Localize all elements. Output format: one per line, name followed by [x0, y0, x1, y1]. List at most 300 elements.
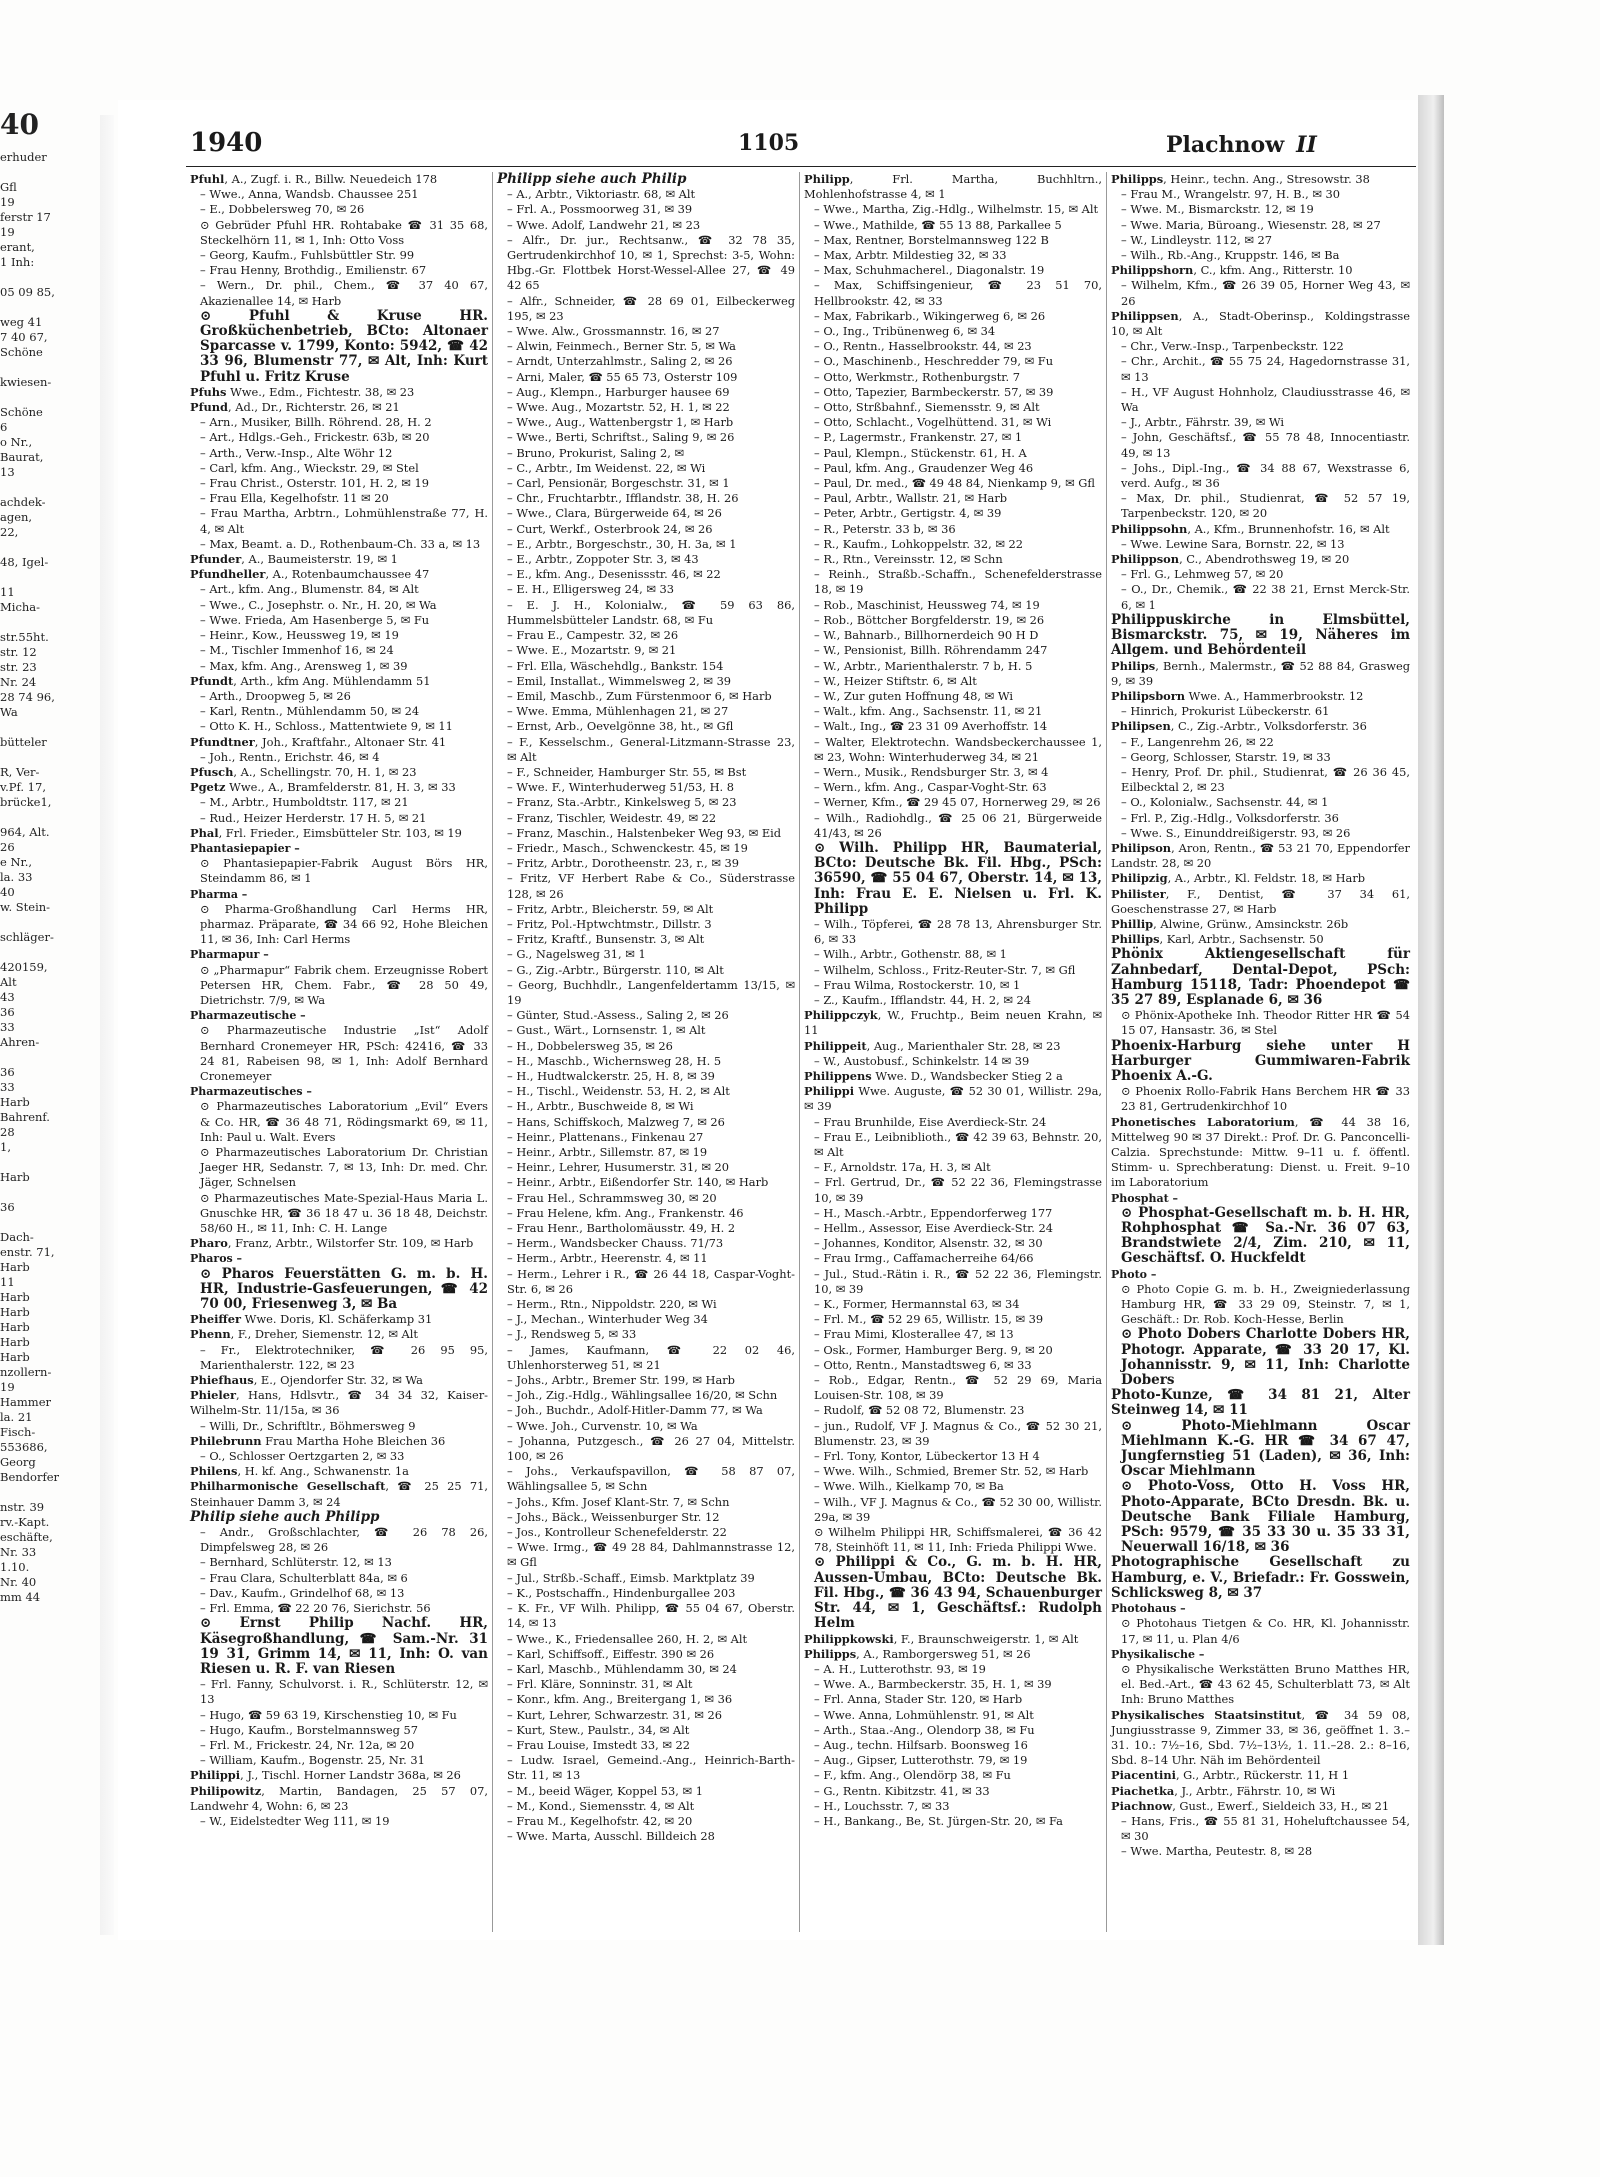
entry-name: Philipp [804, 172, 850, 186]
directory-entry: – Herm., Rtn., Nippoldstr. 220, ✉ Wi [507, 1297, 717, 1312]
directory-entry: – F., Arnoldstr. 17a, H. 3, ✉ Alt [814, 1160, 991, 1175]
directory-entry: – F., Schneider, Hamburger Str. 55, ✉ Bst [507, 764, 747, 779]
directory-entry: – H., Masch.-Arbtr., Eppendorferweg 177 [814, 1205, 1053, 1220]
directory-entry: – Johs., Verkaufspavillon, ☎ 58 87 07, Wählingsallee 5, ✉ Schn [507, 1464, 795, 1494]
directory-entry: Pfundtner, Joh., Kraftfahr., Altonaer Str. 41 [190, 734, 447, 749]
directory-entry: – Frl. P., Zig.-Hdlg., Volksdorferstr. 36 [1121, 810, 1339, 825]
fragment-line: 1 Inh: [0, 255, 35, 269]
directory-entry: Phonetisches Laboratorium, ☎ 44 38 16, Mittelweg 90 ✉ 37 Direkt.: Prof. Dr. G. Panconcelli-Calzia. Sprechstunde: Mittw. 9–11 u. f. öffentl. Stimm- u. Sprechberatung: Dienst. u. Freit. 9–10 im Laboratorium [1111, 1114, 1410, 1190]
directory-entry: – Frau E., Campestr. 32, ✉ 26 [507, 628, 679, 643]
directory-entry: – Frl. G., Lehmweg 57, ✉ 20 [1121, 567, 1284, 582]
directory-entry: – H., Tischl., Weidenstr. 53, H. 2, ✉ Alt [507, 1084, 730, 1099]
directory-entry: – Frau Henr., Bartholomäusstr. 49, H. 2 [507, 1221, 736, 1236]
directory-entry: – Heinr., Arbtr., Sillemstr. 87, ✉ 19 [507, 1145, 708, 1159]
fragment-line: Schöne [0, 345, 43, 359]
directory-entry: – Wwe. Alw., Grossmannstr. 16, ✉ 27 [507, 324, 720, 339]
entry-name: Piacentini [1111, 1768, 1176, 1783]
section-heading: Physikalische – [1111, 1647, 1205, 1661]
directory-entry: – Osk., Former, Hamburger Berg. 9, ✉ 20 [814, 1342, 1053, 1357]
entry-name: Philips [1111, 658, 1156, 673]
entry-name: Philippkowski [804, 1631, 894, 1646]
fragment-line: w. Stein- [0, 900, 51, 914]
directory-entry: – Aug., Gipser, Lutterothstr. 79, ✉ 19 [814, 1753, 1028, 1768]
directory-entry: ⊙ Philippi & Co., G. m. b. H. HR, Aussen-Umbau, BCto: Deutsche Bk. Fil. Hbg., ☎ 36 43 94, Schauenburger Str. 44, ✉ 1, Geschäftsf.: Rudolph Helm [814, 1554, 1102, 1632]
fragment-line: Hammer [0, 1395, 51, 1409]
directory-entry: – H., VF August Hohnholz, Claudiusstrasse 46, ✉ Wa [1121, 384, 1410, 415]
fragment-line: Harb [0, 1335, 30, 1349]
directory-entry: – Heinr., Kow., Heussweg 19, ✉ 19 [200, 628, 399, 643]
directory-entry: – M., Kond., Siemensstr. 4, ✉ Alt [507, 1798, 695, 1813]
fragment-line [0, 1155, 62, 1170]
directory-entry: – Wilh., VF J. Magnus & Co., ☎ 52 30 00, Willistr. 29a, ✉ 39 [814, 1494, 1102, 1524]
directory-entry: – Gust., Wärt., Lornsenstr. 1, ✉ Alt [507, 1023, 706, 1038]
directory-entry: – Hugo, Kaufm., Borstelmannsweg 57 [200, 1722, 418, 1737]
directory-entry: – Paul, Arbtr., Wallstr. 21, ✉ Harb [814, 491, 1008, 506]
section-heading: Pharmapur – [190, 948, 269, 962]
fragment-line: brücke1, [0, 795, 52, 809]
fragment-line: agen, [0, 510, 33, 524]
directory-entry: – Max, Fabrikarb., Wikingerweg 6, ✉ 26 [814, 308, 1046, 323]
directory-entry: – Wilh., Radiohdlg., ☎ 25 06 21, Bürgerweide 41/43, ✉ 26 [814, 810, 1102, 840]
directory-column-2 [493, 172, 800, 1932]
directory-entry: ⊙ Photo Dobers Charlotte Dobers HR, Photogr. Apparate, ☎ 33 20 17, Kl. Johannisstr. 9, ✉ 11, Inh: Charlotte Dobers [1121, 1326, 1410, 1389]
directory-entry: Phal, Frl. Frieder., Eimsbütteler Str. 103, ✉ 19 [190, 825, 462, 840]
directory-entry: – Bernhard, Schlüterstr. 12, ✉ 13 [200, 1555, 392, 1570]
directory-entry: Philippi Wwe. Auguste, ☎ 52 30 01, Willistr. 29a, ✉ 39 [804, 1084, 1102, 1114]
entry-name: Piachnow [1111, 1798, 1173, 1813]
directory-entry: – Hinrich, Prokurist Lübeckerstr. 61 [1121, 704, 1330, 719]
directory-entry: ⊙ Pharos Feuerstätten G. m. b. H. HR, Industrie-Gasfeuerungen, ☎ 42 70 00, Friesenweg 3, ✉ Ba [200, 1265, 488, 1313]
directory-entry: – Wwe. Anna, Lohmühlenstr. 91, ✉ Alt [814, 1707, 1034, 1722]
directory-entry: – Wwe. Marta, Ausschl. Billdeich 28 [507, 1829, 715, 1844]
directory-entry: – R., Kaufm., Lohkoppelstr. 32, ✉ 22 [814, 536, 1024, 551]
fragment-line [0, 390, 62, 405]
directory-entry: – Arth., Droopweg 5, ✉ 26 [200, 688, 351, 703]
fragment-line [0, 810, 62, 825]
header-range-roman: II [1296, 132, 1317, 158]
section-heading: Pharmazeutisches – [190, 1085, 312, 1099]
directory-entry: – Wwe. Wilh., Kielkamp 70, ✉ Ba [814, 1479, 1004, 1494]
directory-entry: – Frau M., Wrangelstr. 97, H. B., ✉ 30 [1121, 187, 1341, 202]
directory-entry: – Wwe., Mathilde, ☎ 55 13 88, Parkallee 5 [814, 217, 1062, 232]
fragment-line: 22, [0, 525, 19, 539]
previous-page-year: 40 [0, 110, 39, 141]
directory-entry: Phieler, Hans, Hdlsvtr., ☎ 34 34 32, Kaiser-Wilhelm-Str. 11/15a, ✉ 36 [190, 1388, 488, 1418]
directory-entry: – Johs., Arbtr., Bremer Str. 199, ✉ Harb [507, 1373, 735, 1388]
fragment-line: Harb [0, 1290, 30, 1304]
directory-entry: Philippsohn, A., Kfm., Brunnenhofstr. 16, ✉ Alt [1111, 521, 1390, 536]
fragment-line: 553686, [0, 1440, 48, 1454]
directory-entry: – Günter, Stud.-Assess., Saling 2, ✉ 26 [507, 1008, 729, 1023]
directory-entry: – A., Arbtr., Viktoriastr. 68, ✉ Alt [507, 187, 696, 202]
section-heading: Phosphat – [1111, 1191, 1179, 1205]
fragment-line: 11 [0, 585, 15, 599]
fragment-line: 1, [0, 1140, 11, 1154]
entry-name: Philippson [1111, 552, 1180, 567]
directory-entry: ⊙ Pharmazeutisches Laboratorium „Evil“ Evers & Co. HR, ☎ 36 48 71, Rödingsmarkt 69, ✉ 11, Inh: Paul u. Walt. Evers [200, 1099, 488, 1144]
directory-entry: – Wern., Musik., Rendsburger Str. 3, ✉ 4 [814, 764, 1049, 779]
directory-entry: – Otto, Schlacht., Vogelhüttend. 31, ✉ Wi [814, 415, 1052, 430]
fragment-line: 28 [0, 1125, 15, 1139]
entry-name: Phenn [190, 1327, 231, 1342]
fragment-line [0, 615, 62, 630]
directory-entry: – Fr., Elektrotechniker, ☎ 26 95 95, Marienthalerstr. 122, ✉ 23 [200, 1342, 488, 1372]
entry-name: Pfundtner [190, 734, 255, 749]
fragment-line [0, 540, 62, 555]
fragment-line: 19 [0, 225, 15, 239]
directory-entry: – Paul, Klempn., Stückenstr. 61, H. A [814, 445, 1027, 460]
fragment-line: enstr. 71, [0, 1245, 55, 1259]
directory-entry: – Max, Schiffsingenieur, ☎ 23 51 70, Hellbrookstr. 42, ✉ 33 [814, 278, 1102, 308]
directory-entry: – jun., Rudolf, VF J. Magnus & Co., ☎ 52 30 21, Blumenstr. 23, ✉ 39 [814, 1418, 1102, 1448]
directory-entry: Philipsborn Wwe. A., Hammerbrookstr. 12 [1111, 688, 1364, 703]
directory-entry: Phoenix-Harburg siehe unter H Harburger Gummiwaren-Fabrik Phoenix A.-G. [1111, 1037, 1410, 1084]
entry-name: Pfusch [190, 764, 234, 779]
fragment-line: Harb [0, 1260, 30, 1274]
fragment-line: achdek- [0, 495, 46, 509]
directory-entry: – M., beeid Wäger, Koppel 53, ✉ 1 [507, 1783, 703, 1798]
fragment-line [0, 945, 62, 960]
directory-entry: – O., Rentn., Hasselbrookstr. 44, ✉ 23 [814, 339, 1032, 354]
directory-entry: – H., Maschb., Wichernsweg 28, H. 5 [507, 1053, 722, 1068]
directory-entry: Philippkowski, F., Braunschweigerstr. 1, ✉ Alt [804, 1631, 1079, 1646]
directory-entry: – Max, Dr. phil., Studienrat, ☎ 52 57 19, Tarpenbeckstr. 120, ✉ 20 [1121, 491, 1410, 521]
directory-entry: – P., Lagermstr., Frankenstr. 27, ✉ 1 [814, 430, 1023, 445]
fragment-line [0, 1185, 62, 1200]
directory-entry: – Frl. Gertrud, Dr., ☎ 52 22 36, Flemingstrasse 10, ✉ 39 [814, 1175, 1102, 1205]
directory-entry: ⊙ Phönix-Apotheke Inh. Theodor Ritter HR ☎ 54 15 07, Hansastr. 36, ✉ Stel [1121, 1008, 1410, 1038]
directory-entry: ⊙ Pharma-Großhandlung Carl Herms HR, pharmaz. Präparate, ☎ 34 66 92, Hohe Bleichen 11, ✉ 36, Inh: Carl Herms [200, 901, 488, 947]
directory-entry: – Frau Louise, Imstedt 33, ✉ 22 [507, 1737, 690, 1752]
fragment-line: 43 [0, 990, 15, 1004]
directory-entry: – Wwe. Frieda, Am Hasenberge 5, ✉ Fu [200, 612, 430, 627]
directory-entry: – William, Kaufm., Bogenstr. 25, Nr. 31 [200, 1753, 425, 1768]
directory-entry: – Kurt, Stew., Paulstr., 34, ✉ Alt [507, 1722, 690, 1737]
directory-entry: – Frau Helene, kfm. Ang., Frankenstr. 46 [507, 1205, 744, 1220]
directory-entry: – Wilh., Rb.-Ang., Kruppstr. 146, ✉ Ba [1121, 248, 1340, 263]
fragment-line: bütteler [0, 735, 47, 749]
directory-entry: – H., Louchsstr. 7, ✉ 33 [814, 1798, 950, 1813]
directory-entry: – Ludw. Israel, Gemeind.-Ang., Heinrich-Barth-Str. 11, ✉ 13 [507, 1753, 795, 1783]
directory-entry: – Rob., Edgar, Rentn., ☎ 52 29 69, Maria Louisen-Str. 108, ✉ 39 [814, 1373, 1102, 1403]
directory-entry: – Karl, Rentn., Mühlendamm 50, ✉ 24 [200, 704, 420, 719]
directory-entry: – E. J. H., Kolonialw., ☎ 59 63 86, Hummelsbütteler Landstr. 68, ✉ Fu [507, 597, 795, 627]
directory-entry: – Henry, Prof. Dr. phil., Studienrat, ☎ 26 36 45, Eilbecktal 2, ✉ 23 [1121, 764, 1410, 795]
directory-entry: Phenn, F., Dreher, Siemenstr. 12, ✉ Alt [190, 1327, 419, 1342]
fragment-line [0, 570, 62, 585]
directory-entry: – W., Eidelstedter Weg 111, ✉ 19 [200, 1813, 390, 1828]
directory-entry: Philipps, Heinr., techn. Ang., Stresowstr. 38 [1111, 172, 1370, 186]
fragment-line: 7 40 67, [0, 330, 48, 344]
directory-entry: – Wwe. Emma, Mühlenhagen 21, ✉ 27 [507, 704, 729, 719]
directory-entry: Pfundt, Arth., kfm Ang. Mühlendamm 51 [190, 673, 431, 688]
fragment-line: 19 [0, 195, 15, 209]
directory-entry: Philips, Bernh., Malermstr., ☎ 52 88 84, Grasweg 9, ✉ 39 [1111, 658, 1410, 688]
directory-entry: – Frau Martha, Arbtrn., Lohmühlenstraße 77, H. 4, ✉ Alt [200, 506, 488, 536]
fragment-line: la. 21 [0, 1410, 33, 1424]
directory-entry: – Dav., Kaufm., Grindelhof 68, ✉ 13 [200, 1585, 405, 1600]
directory-entry: – Hans, Schiffskoch, Malzweg 7, ✉ 26 [507, 1114, 725, 1129]
directory-entry: – J., Rendsweg 5, ✉ 33 [507, 1327, 637, 1342]
directory-entry: – Bruno, Prokurist, Saling 2, ✉ [507, 445, 685, 460]
directory-entry: – F., Kesselschm., General-Litzmann-Strasse 23, ✉ Alt [507, 734, 795, 764]
directory-entry: – Joh., Zig.-Hdlg., Wählingsallee 16/20, ✉ Schn [507, 1388, 778, 1403]
directory-entry: – Wwe. Aug., Mozartstr. 52, H. 1, ✉ 22 [507, 400, 730, 415]
fragment-line: schläger- [0, 930, 54, 944]
directory-entry: – Frl. Ella, Wäschehdlg., Bankstr. 154 [507, 658, 724, 673]
directory-entry: – G., Zig.-Arbtr., Bürgerstr. 110, ✉ Alt [507, 962, 724, 977]
directory-entry: Philipson, Aron, Rentn., ☎ 53 21 70, Eppendorfer Landstr. 28, ✉ 20 [1111, 840, 1410, 871]
directory-entry: – Frau Wilma, Rostockerstr. 10, ✉ 1 [814, 977, 1021, 992]
section-heading: Pharos – [190, 1252, 243, 1266]
fragment-line: rv.-Kapt. [0, 1515, 50, 1529]
directory-entry: ⊙ Ernst Philip Nachf. HR, Käsegroßhandlung, ☎ Sam.-Nr. 31 19 31, Grimm 14, ✉ 11, Inh: O. van Riesen u. R. F. van Riesen [200, 1615, 488, 1677]
directory-entry: – Johs., Bäck., Weissenburger Str. 12 [507, 1509, 720, 1524]
fragment-line: Ahren- [0, 1035, 40, 1049]
entry-name: Pfundt [190, 673, 234, 688]
entry-name: Phiefhaus [190, 1373, 254, 1388]
directory-entry: ⊙ Photo-Voss, Otto H. Voss HR, Photo-Apparate, BCto Dresdn. Bk. u. Deutsche Bank Filiale Hamburg, PSch: 9579, ☎ 35 33 30 u. 35 33 31, Neuerwall 16/18, ✉ 36 [1121, 1478, 1410, 1556]
directory-entry: – Rob., Maschinist, Heussweg 74, ✉ 19 [814, 597, 1040, 612]
fragment-line: 33 [0, 1020, 15, 1034]
directory-entry: – Heinr., Arbtr., Eißendorfer Str. 140, ✉ Harb [507, 1175, 769, 1190]
entry-name: Phieler [190, 1388, 236, 1403]
directory-entry: – Carl, kfm. Ang., Wieckstr. 29, ✉ Stel [200, 460, 419, 475]
directory-entry: Philippson, C., Abendrothsweg 19, ✉ 20 [1111, 552, 1350, 567]
fragment-line: eschäfte, [0, 1530, 53, 1544]
directory-entry: – W., Arbtr., Marienthalerstr. 7 b, H. 5 [814, 658, 1033, 673]
directory-entry: – Alfr., Dr. jur., Rechtsanw., ☎ 32 78 35, Gertrudenkirchhof 10, ✉ 1, Sprechst: 3-5, Wohn: Hbg.-Gr. Flottbek Horst-Wessel-Allee 27, ☎ 49 42 65 [507, 232, 795, 293]
entry-name: Phillips [1111, 932, 1160, 947]
directory-entry: ⊙ Photo-Miehlmann Oscar Miehlmann K.-G. HR ☎ 34 67 47, Jungfernstieg 51 (Laden), ✉ 36, Inh: Oscar Miehlmann [1121, 1417, 1410, 1480]
directory-entry: – Herm., Arbtr., Heerenstr. 4, ✉ 11 [507, 1251, 708, 1266]
directory-entry: ⊙ Wilhelm Philippi HR, Schiffsmalerei, ☎ 36 42 78, Steinhöft 11, ✉ 11, Inh: Frieda Philippi Wwe. [814, 1525, 1102, 1555]
directory-entry: – Otto, Tapezier, Barmbeckerstr. 57, ✉ 39 [814, 384, 1054, 399]
entry-name: Philipps [1111, 172, 1164, 186]
directory-entry: – R., Peterstr. 33 b, ✉ 36 [814, 521, 956, 536]
entry-name: Philippeit [804, 1038, 867, 1053]
directory-entry: – Joh., Buchdr., Adolf-Hitler-Damm 77, ✉ Wa [507, 1403, 763, 1418]
section-heading: Photo – [1111, 1267, 1157, 1281]
directory-entry: ⊙ Photohaus Tietgen & Co. HR, Kl. Johannisstr. 17, ✉ 11, u. Plan 4/6 [1121, 1616, 1410, 1646]
entry-name: Pharo [190, 1236, 228, 1251]
directory-entry: – E., Arbtr., Borgeschstr., 30, H. 3a, ✉ 1 [507, 536, 737, 551]
entry-name: Philipsborn [1111, 688, 1186, 703]
fragment-line [0, 1050, 62, 1065]
directory-entry: – Frau Brunhilde, Eise Averdieck-Str. 24 [814, 1114, 1047, 1129]
directory-entry: – Wwe. M., Bismarckstr. 12, ✉ 19 [1121, 202, 1314, 217]
fragment-line: 964, Alt. [0, 825, 50, 839]
directory-entry: – Z., Kaufm., Ifflandstr. 44, H. 2, ✉ 24 [814, 992, 1031, 1007]
fragment-line: Alt [0, 975, 17, 989]
directory-entry: – W., Bahnarb., Billhornerdeich 90 H D [814, 628, 1039, 643]
directory-entry: ⊙ Phosphat-Gesellschaft m. b. H. HR, Rohphosphat ☎ Sa.-Nr. 36 07 63, Brandstwiete 2/4, Zim. 210, ✉ 11, Geschäftsf. O. Huckfeldt [1121, 1204, 1410, 1267]
fragment-line [0, 270, 62, 285]
directory-entry: – Wwe. Martha, Peutestr. 8, ✉ 28 [1121, 1844, 1313, 1859]
fragment-line: Harb [0, 1305, 30, 1319]
directory-entry: – H., Hudtwalckerstr. 25, H. 8, ✉ 39 [507, 1068, 715, 1083]
directory-entry: Philister, F., Dentist, ☎ 37 34 61, Goeschenstrasse 27, ✉ Harb [1111, 886, 1410, 916]
directory-entry: ⊙ Physikalische Werkstätten Bruno Matthes HR, el. Bed.-Art., ☎ 43 62 45, Schulterblatt 73, ✉ Alt Inh: Bruno Matthes [1121, 1661, 1410, 1707]
directory-entry: – Frl. M., ☎ 52 29 65, Willistr. 15, ✉ 39 [814, 1312, 1044, 1327]
directory-entry: – Frau Hel., Schrammsweg 30, ✉ 20 [507, 1190, 717, 1205]
entry-name: Philippi [190, 1768, 241, 1783]
directory-entry: Pgetz Wwe., A., Bramfelderstr. 81, H. 3, ✉ 33 [190, 780, 456, 795]
fragment-line [0, 165, 62, 180]
directory-entry: – Wwe. S., Einunddreißigerstr. 93, ✉ 26 [1121, 825, 1351, 840]
directory-entry: Photographische Gesellschaft zu Hamburg, e. V., Briefadr.: Fr. Gosswein, Schlicksweg 8, ✉ 37 [1111, 1554, 1410, 1601]
entry-name: Philippsen [1111, 308, 1179, 323]
directory-entry: – Walter, Elektrotechn. Wandsbeckerchaussee 1, ✉ 23, Wohn: Winterhuderweg 34, ✉ 21 [814, 734, 1102, 764]
entry-name: Pheiffer [190, 1312, 242, 1327]
directory-entry: – Art., kfm. Ang., Blumenstr. 84, ✉ Alt [200, 582, 419, 597]
directory-entry: – M., Arbtr., Humboldtstr. 117, ✉ 21 [200, 795, 409, 810]
directory-entry: – Frau Ella, Kegelhofstr. 11 ✉ 20 [200, 491, 389, 506]
entry-name: Philipsen [1111, 719, 1171, 734]
directory-entry: – Rud., Heizer Herderstr. 17 H. 5, ✉ 21 [200, 810, 427, 825]
directory-entry: Philipzig, A., Arbtr., Kl. Feldstr. 18, ✉ Harb [1111, 871, 1366, 886]
fragment-line: Nr. 24 [0, 675, 37, 689]
section-heading: Photohaus – [1111, 1602, 1186, 1616]
fragment-line: ferstr 17 [0, 210, 51, 224]
directory-entry: – Fritz, Arbtr., Dorotheenstr. 23, r., ✉ 39 [507, 856, 740, 871]
directory-entry: – Wwe. Wilh., Schmied, Bremer Str. 52, ✉ Harb [814, 1464, 1089, 1479]
directory-entry: – Willi, Dr., Schriftltr., Böhmersweg 9 [200, 1418, 416, 1433]
directory-entry: – Alfr., Schneider, ☎ 28 69 01, Eilbeckerweg 195, ✉ 23 [507, 293, 795, 323]
book-gutter [100, 115, 114, 1935]
fragment-line: nzollern- [0, 1365, 52, 1379]
directory-entry: – W., Zur guten Hoffnung 48, ✉ Wi [814, 688, 1013, 703]
directory-entry: – C., Arbtr., Im Weidenst. 22, ✉ Wi [507, 460, 706, 475]
directory-entry: Piachetka, J., Arbtr., Fährstr. 10, ✉ Wi [1111, 1783, 1336, 1798]
directory-entry: – Hans, Fris., ☎ 55 81 31, Hoheluftchaussee 54, ✉ 30 [1121, 1813, 1410, 1844]
header-page-number: 1105 [738, 130, 800, 156]
directory-entry: – Rudolf, ☎ 52 08 72, Blumenstr. 23 [814, 1403, 1025, 1418]
directory-entry: – Frl. Emma, ☎ 22 20 76, Sierichstr. 56 [200, 1601, 431, 1616]
fragment-line: 26 [0, 840, 15, 854]
directory-entry: – Arth., Verw.-Insp., Alte Wöhr 12 [200, 445, 393, 460]
directory-entry: Philip siehe auch Philipp [190, 1508, 380, 1525]
directory-entry: – Frl. Kläre, Sonninstr. 31, ✉ Alt [507, 1677, 693, 1692]
directory-entry: – Konr., kfm. Ang., Breitergang 1, ✉ 36 [507, 1692, 733, 1707]
directory-entry: ⊙ Pharmazeutische Industrie „Ist“ Adolf Bernhard Cronemeyer HR, PSch: 42416, ☎ 33 24 81, Rabeisen 98, ✉ 1, Inh: Adolf Bernhard Cronemeyer [200, 1023, 488, 1083]
directory-entry: – Johs., Kfm. Josef Klant-Str. 7, ✉ Schn [507, 1494, 730, 1509]
directory-entry: – Ernst, Arb., Oevelgönne 38, ht., ✉ Gfl [507, 719, 734, 734]
entry-name: Piachetka [1111, 1783, 1175, 1798]
directory-entry: – A. H., Lutterothstr. 93, ✉ 19 [814, 1661, 986, 1676]
directory-entry: – Alwin, Feinmech., Berner Str. 5, ✉ Wa [507, 339, 736, 354]
header-year: 1940 [190, 128, 263, 158]
directory-entry: – Wwe. A., Barmbeckerstr. 35, H. 1, ✉ 39 [814, 1677, 1052, 1692]
entry-name: Pfuhs [190, 384, 227, 399]
directory-entry: Philippeit, Aug., Marienthaler Str. 28, ✉ 23 [804, 1038, 1061, 1053]
directory-entry: – Walt., Ing., ☎ 23 31 09 Averhoffstr. 14 [814, 719, 1048, 734]
directory-entry: – Max, Arbtr. Mildestieg 32, ✉ 33 [814, 248, 1007, 263]
header-rule [186, 166, 1416, 167]
fragment-line: Gfl [0, 180, 17, 194]
directory-entry: – Peter, Arbtr., Gertigstr. 4, ✉ 39 [814, 506, 1002, 521]
directory-entry: – Herm., Wandsbecker Chauss. 71/73 [507, 1236, 724, 1251]
directory-entry: – Frl. Fanny, Schulvorst. i. R., Schlüterstr. 12, ✉ 13 [200, 1677, 488, 1707]
fragment-line: 40 [0, 885, 15, 899]
directory-entry: ⊙ Pfuhl & Kruse HR. Großküchenbetrieb, BCto: Altonaer Sparcasse v. 1799, Konto: 5942, ☎ 42 33 96, Blumenstr 77, ✉ Alt, Inh: Kurt Pfuhl u. Fritz Kruse [200, 307, 488, 385]
fragment-line: Bahrenf. [0, 1110, 50, 1124]
directory-entry: – Emil, Installat., Wimmelsweg 2, ✉ 39 [507, 673, 732, 688]
directory-entry: – Frl. Tony, Kontor, Lübeckertor 13 H 4 [814, 1449, 1040, 1464]
directory-entry: Phönix Aktiengesellschaft für Zahnbedarf, Dental-Depot, PSch: Hamburg 15118, Tadr: Phoendepot ☎ 35 27 89, Esplanade 6, ✉ 36 [1111, 946, 1410, 1008]
directory-entry: Piachnow, Gust., Ewerf., Sieldeich 33, H., ✉ 21 [1111, 1798, 1390, 1813]
previous-page-fragment [0, 110, 62, 1880]
directory-entry: Philebrunn Frau Martha Hohe Bleichen 36 [190, 1433, 446, 1448]
directory-entry: Philipp, Frl. Martha, Buchhltrn., Mohlenhofstrasse 4, ✉ 1 [804, 172, 1102, 202]
directory-entry: – Emil, Maschb., Zum Fürstenmoor 6, ✉ Harb [507, 688, 772, 703]
fragment-line: Nr. 40 [0, 1575, 37, 1589]
directory-entry: – Otto K. H., Schloss., Mattentwiete 9, ✉ 11 [200, 719, 453, 734]
directory-columns [186, 172, 1416, 1932]
directory-entry: Philippsen, A., Stadt-Oberinsp., Koldingstrasse 10, ✉ Alt [1111, 308, 1410, 339]
directory-entry: Philippshorn, C., kfm. Ang., Ritterstr. 10 [1111, 263, 1353, 278]
fragment-line: 33 [0, 1080, 15, 1094]
directory-entry: – Wwe., C., Josephstr. o. Nr., H. 20, ✉ Wa [200, 597, 437, 612]
directory-entry: – Karl, Schiffsoff., Eiffestr. 390 ✉ 26 [507, 1646, 715, 1661]
directory-entry: – Johs., Dipl.-Ing., ☎ 34 88 67, Wexstrasse 6, verd. Aufg., ✉ 36 [1121, 460, 1410, 491]
fragment-line: mm 44 [0, 1590, 41, 1604]
directory-entry: – Fritz, Pol.-Hptwchtmstr., Dillstr. 3 [507, 916, 712, 931]
directory-entry: – O., Dr., Chemik., ☎ 22 38 21, Ernst Merck-Str. 6, ✉ 1 [1121, 582, 1410, 612]
entry-name: Philens [190, 1464, 238, 1479]
directory-entry: – James, Kaufmann, ☎ 22 02 46, Uhlenhorsterweg 51, ✉ 21 [507, 1342, 795, 1372]
directory-entry: Pheiffer Wwe. Doris, Kl. Schäferkamp 31 [190, 1312, 433, 1327]
directory-entry: – Wwe. Lewine Sara, Bornstr. 22, ✉ 13 [1121, 536, 1345, 551]
directory-entry: – Paul, kfm. Ang., Graudenzer Weg 46 [814, 460, 1034, 475]
fragment-line: 11 [0, 1275, 15, 1289]
entry-name: Philipps [804, 1646, 857, 1661]
fragment-line: Harb [0, 1170, 30, 1184]
directory-entry: – Wilhelm, Schloss., Fritz-Reuter-Str. 7, ✉ Gfl [814, 962, 1076, 977]
fragment-line: str.55ht. [0, 630, 49, 644]
directory-entry: – Franz, Sta.-Arbtr., Kinkelsweg 5, ✉ 23 [507, 795, 737, 810]
directory-entry: – Hellm., Assessor, Eise Averdieck-Str. 24 [814, 1221, 1054, 1236]
directory-entry: – O., Maschinenb., Heschredder 79, ✉ Fu [814, 354, 1054, 369]
fragment-line: Fisch- [0, 1425, 36, 1439]
directory-entry: – Frl. A., Possmoorweg 31, ✉ 39 [507, 202, 693, 217]
directory-entry: – O., Ing., Tribünenweg 6, ✉ 34 [814, 324, 996, 339]
directory-entry: – Joh., Rentn., Erichstr. 46, ✉ 4 [200, 749, 380, 764]
fragment-line: 420159, [0, 960, 48, 974]
directory-entry: – Fritz, Kraftf., Bunsenstr. 3, ✉ Alt [507, 932, 705, 947]
directory-entry: – Frl. Anna, Stader Str. 120, ✉ Harb [814, 1692, 1023, 1707]
directory-entry: – Jos., Kontrolleur Schenefelderstr. 22 [507, 1525, 727, 1540]
directory-entry: – John, Geschäftsf., ☎ 55 78 48, Innocentiastr. 49, ✉ 13 [1121, 430, 1410, 460]
entry-name: Philippczyk [804, 1008, 878, 1023]
directory-entry: – Paul, Dr. med., ☎ 49 48 84, Nienkamp 9, ✉ Gfl [814, 476, 1095, 491]
directory-entry: – W., Austobusf., Schinkelstr. 14 ✉ 39 [814, 1053, 1030, 1068]
directory-entry: – Wwe. Joh., Curvenstr. 10, ✉ Wa [507, 1418, 698, 1433]
directory-entry: – Georg, Kaufm., Fuhlsbüttler Str. 99 [200, 248, 415, 263]
fragment-line: Bendorfer [0, 1470, 60, 1484]
fragment-line [0, 1485, 62, 1500]
fragment-line: Georg [0, 1455, 36, 1469]
directory-entry: – Kurt, Lehrer, Schwarzestr. 31, ✉ 26 [507, 1707, 722, 1722]
directory-entry: – Arndt, Unterzahlmstr., Saling 2, ✉ 26 [507, 354, 733, 369]
directory-entry: – F., Langenrehm 26, ✉ 22 [1121, 734, 1274, 749]
directory-entry: Piacentini, G., Arbtr., Rückerstr. 11, H 1 [1111, 1768, 1350, 1783]
fragment-line [0, 915, 62, 930]
fragment-line: o Nr., [0, 435, 33, 449]
directory-entry: – Chr., Archit., ☎ 55 75 24, Hagedornstrasse 31, ✉ 13 [1121, 354, 1410, 384]
directory-entry: ⊙ Phoenix Rollo-Fabrik Hans Berchem HR ☎ 33 23 81, Gertrudenkirchhof 10 [1121, 1084, 1410, 1114]
fragment-line [0, 750, 62, 765]
